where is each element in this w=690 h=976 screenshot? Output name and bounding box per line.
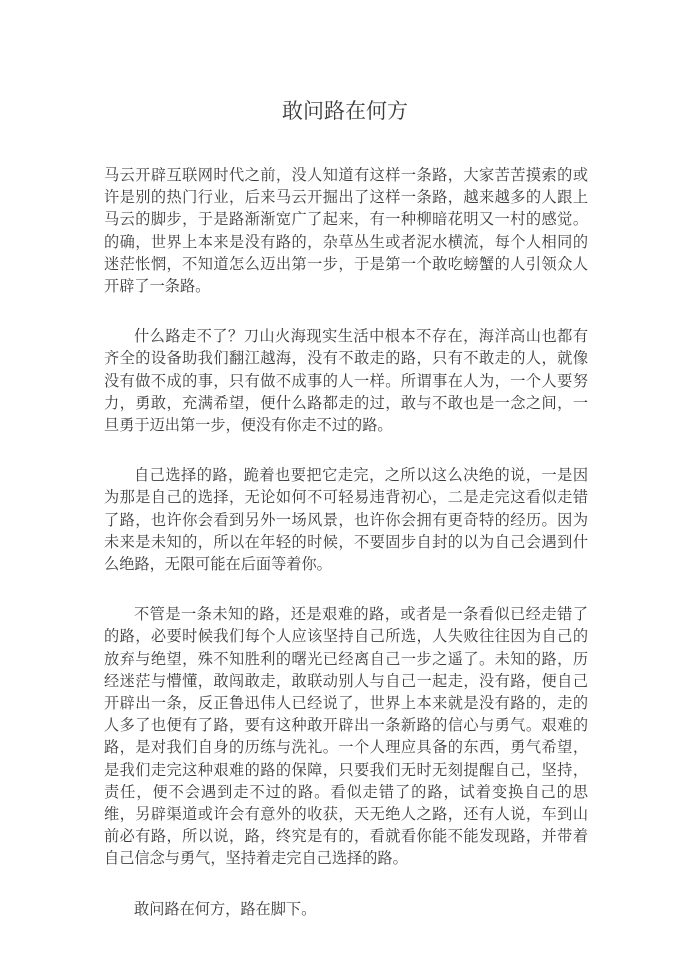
document-title: 敢问路在何方 xyxy=(282,99,408,123)
paragraph-1: 马云开辟互联网时代之前，没人知道有这样一条路，大家苦苦摸索的或许是别的热门行业，后来马云开掘出了这样一条路，越来越多的人跟上马云的脚步，于是路渐渐宽广了起来，有一种柳暗花明又一村的感觉。的确，世界上本来是没有路的，杂草丛生或者泥水横流，每个人相同的迷茫怅惘，不知道怎么迈出第一步，于是第一个敢吃螃蟹的人引领众人开辟了一条路。 xyxy=(104,166,588,296)
paragraph-5-conclusion: 敢问路在何方，路在脚下。 xyxy=(134,899,317,918)
paragraph-2: 什么路走不了？刀山火海现实生活中根本不存在，海洋高山也都有齐全的设备助我们翻江越海，没有不敢走的路，只有不敢走的人，就像没有做不成的事，只有做不成事的人一样。所谓事在人为，一个人要努力，勇敢，充满希望，便什么路都走的过，敢与不敢也是一念之间，一旦勇于迈出第一步，便没有你走不过的路。 xyxy=(104,327,588,435)
paragraph-4: 不管是一条未知的路，还是艰难的路，或者是一条看似已经走错了的路，必要时候我们每个人应该坚持自己所选，人失败往往因为自己的放弃与绝望，殊不知胜利的曙光已经离自己一步之遥了。未知的路，历经迷茫与懵懂，敢闯敢走，敢联动别人与自己一起走，没有路，便自己开辟出一条，反正鲁迅伟人已经说了，世界上本来就是没有路的，走的人多了也便有了路，要有这种敢开辟出一条新路的信心与勇气。艰难的路，是对我们自身的历练与洗礼。一个人理应具备的东西，勇气希望，是我们走完这种艰难的路的保障，只要我们无时无刻提醒自己，坚持，责任，便不会遇到走不过的路。看似走错了的路，试着变换自己的思维，另辟渠道或许会有意外的收获，天无绝人之路，还有人说，车到山前必有路，所以说，路，终究是有的，看就看你能不能发现路，并带着自己信念与勇气，坚持着走完自己选择的路。 xyxy=(104,605,588,868)
paragraph-3: 自己选择的路，跪着也要把它走完，之所以这么决绝的说，一是因为那是自己的选择，无论如何不可轻易违背初心，二是走完这看似走错了路，也许你会看到另外一场风景，也许你会拥有更奇特的经历。因为未来是未知的，所以在年轻的时候，不要固步自封的以为自己会遇到什么绝路，无限可能在后面等着你。 xyxy=(104,466,588,574)
document-body xyxy=(104,164,588,948)
